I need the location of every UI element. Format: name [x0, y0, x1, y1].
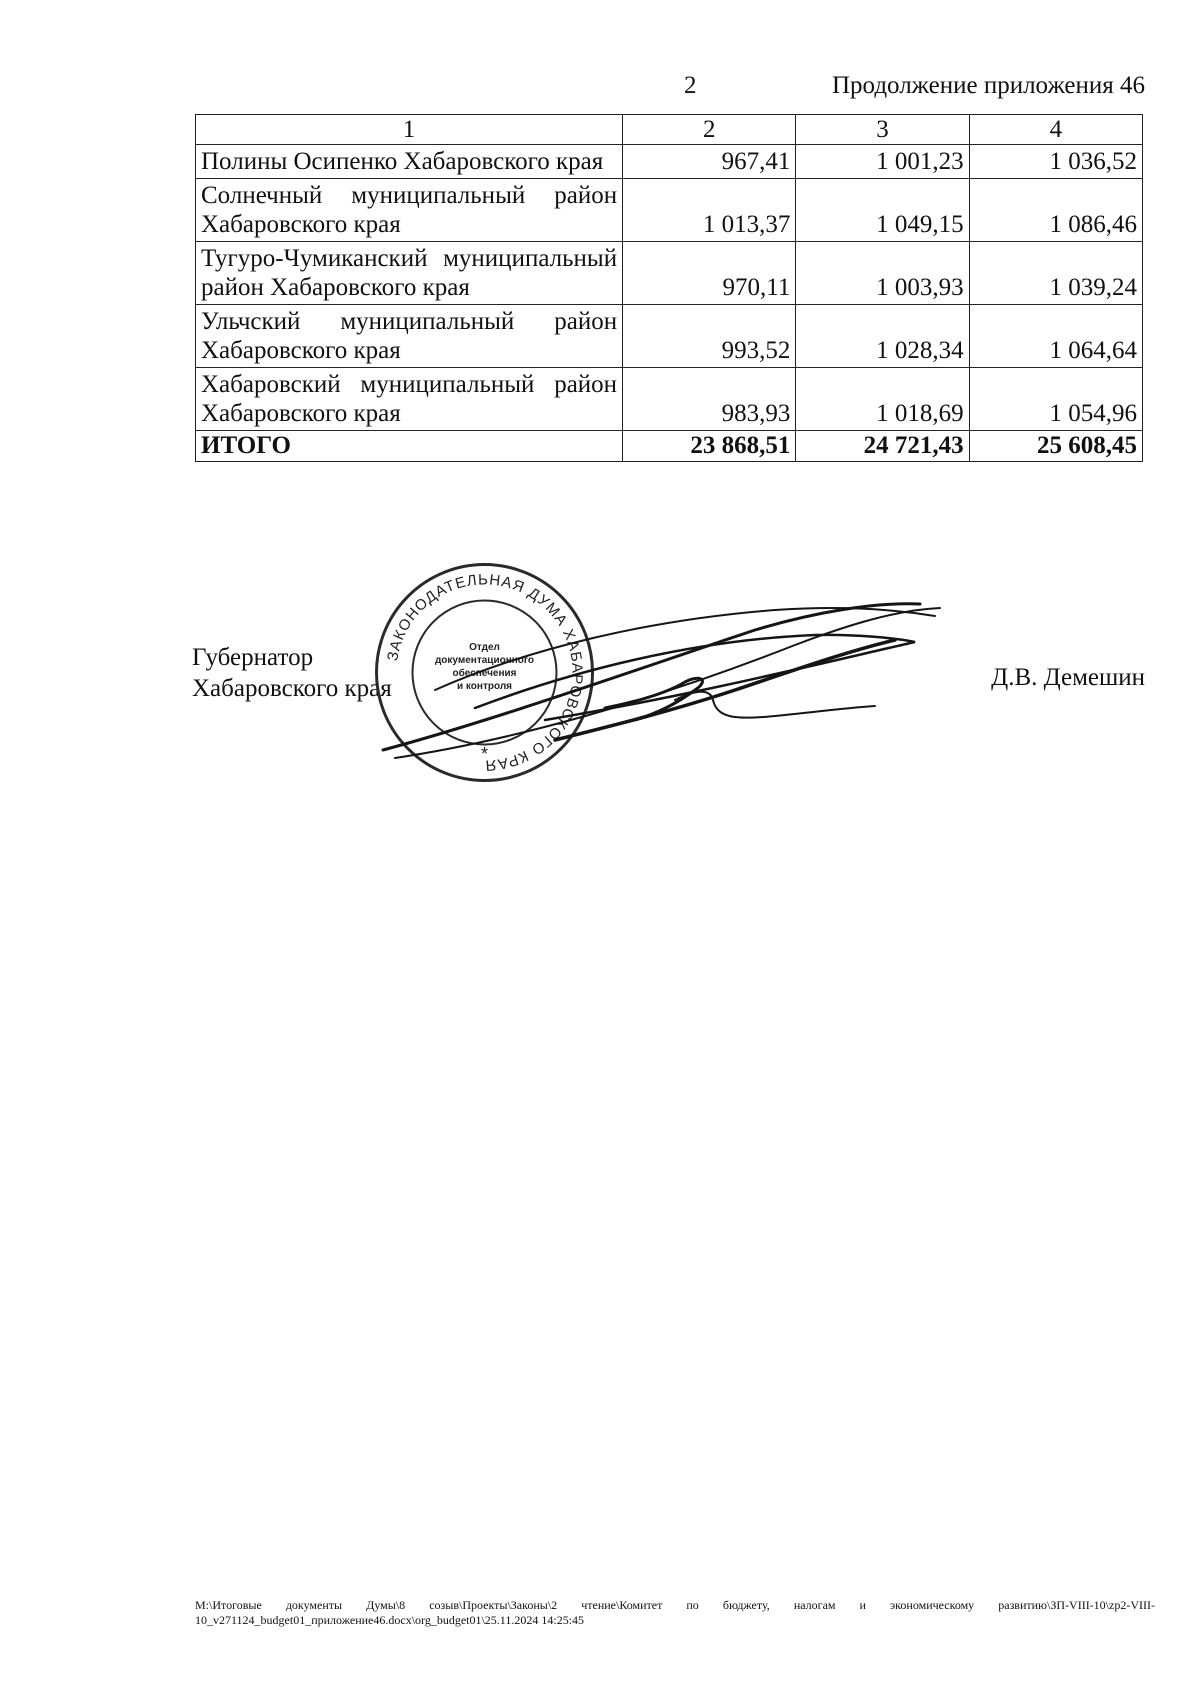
total-value: 24 721,43 [796, 431, 969, 462]
total-row [196, 431, 1143, 462]
value-cell: 1 013,37 [623, 179, 796, 242]
value-cell: 1 001,23 [796, 145, 969, 179]
value-cell: 967,41 [623, 145, 796, 179]
table-row [196, 145, 1143, 179]
table-row [196, 368, 1143, 431]
district-name: Ульчский муниципальный район Хабаровского края [196, 305, 623, 368]
value-cell: 1 064,64 [969, 305, 1142, 368]
signer-title [192, 642, 392, 704]
signer-name: Д.В. Демешин [991, 664, 1145, 691]
signature-stroke [675, 692, 875, 718]
column-header: 4 [969, 115, 1142, 145]
value-cell: 1 086,46 [969, 179, 1142, 242]
stamp-ring-text: ЗАКОНОДАТЕЛЬНАЯ ДУМА ХАБАРОВСКОГО КРАЯ [384, 571, 586, 774]
total-value: 25 608,45 [969, 431, 1142, 462]
stamp-center-line: Отдел [469, 642, 500, 653]
value-cell: 970,11 [623, 242, 796, 305]
table-row [196, 242, 1143, 305]
appendix-continuation-label: Продолжение приложения 46 [831, 72, 1145, 99]
signature-stroke [395, 608, 940, 758]
value-cell: 1 039,24 [969, 242, 1142, 305]
district-name: Полины Осипенко Хабаровского края [196, 145, 623, 179]
district-name: Хабаровский муниципальный район Хабаровского края [196, 368, 623, 431]
handwritten-signature [375, 590, 955, 775]
column-header: 3 [796, 115, 969, 145]
column-header: 1 [196, 115, 623, 145]
value-cell: 1 028,34 [796, 305, 969, 368]
table-row [196, 179, 1143, 242]
value-cell: 1 018,69 [796, 368, 969, 431]
value-cell: 1 049,15 [796, 179, 969, 242]
total-label: ИТОГО [196, 431, 623, 462]
value-cell: 993,52 [623, 305, 796, 368]
value-cell: 1 036,52 [969, 145, 1142, 179]
stamp-center-line: документационного [434, 655, 535, 666]
district-name: Тугуро-Чумиканский муниципальный район Хабаровского края [196, 242, 623, 305]
total-value: 23 868,51 [623, 431, 796, 462]
column-header: 2 [623, 115, 796, 145]
table-header-row [196, 115, 1143, 145]
value-cell: 1 054,96 [969, 368, 1142, 431]
signer-title-line: Хабаровского края [192, 675, 392, 702]
page-number: 2 [684, 72, 697, 99]
district-name: Солнечный муниципальный район Хабаровского края [196, 179, 623, 242]
budget-table [195, 114, 1143, 462]
signature-stroke [555, 640, 895, 740]
table-row [196, 305, 1143, 368]
file-path-footer: M:\Итоговые документы Думы\8 созыв\Проекты\Законы\2 чтение\Комитет по бюджету, налогам и экономическому развитию\ЗП-VIII-10\zp2-VIII-10_v271124_budget01_приложение46.docx\org_budget01\25.11.2024 14:25:45 [195, 1598, 1155, 1627]
signer-title-line: Губернатор [192, 644, 314, 671]
stamp-center-line: обеспечения [452, 668, 517, 679]
stamp-center-line: и контроля [457, 681, 512, 692]
stamp-star: * [480, 744, 489, 764]
value-cell: 1 003,93 [796, 242, 969, 305]
value-cell: 983,93 [623, 368, 796, 431]
